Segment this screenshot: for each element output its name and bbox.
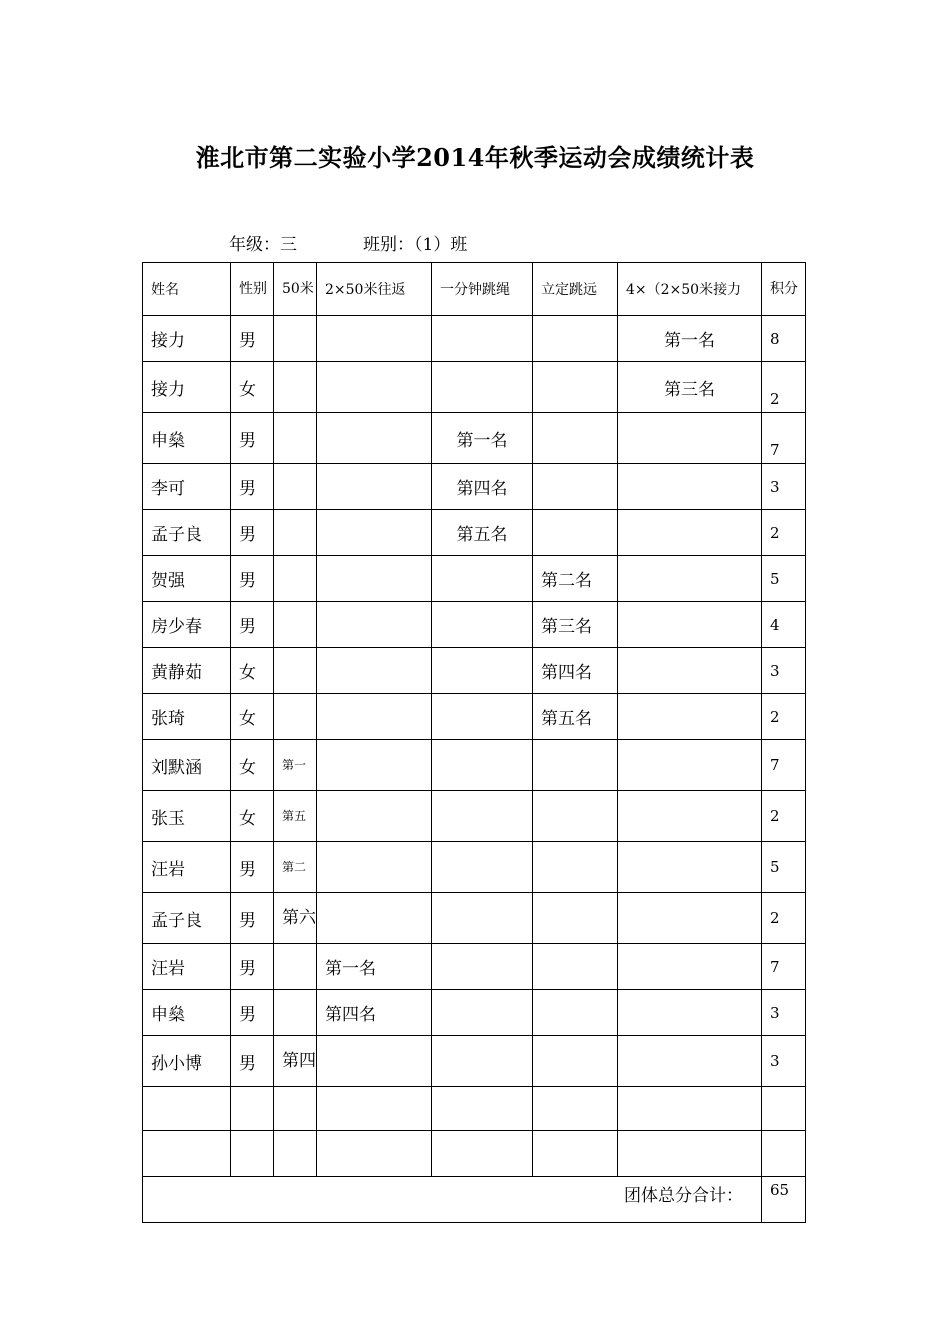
total-value: 65 [762,1177,806,1223]
cell-gender: 男 [231,510,274,556]
header-gender: 性别 [231,263,274,316]
cell-gender: 女 [231,791,274,842]
header-50m: 50米 [274,263,317,316]
cell-jump-rope [432,602,533,648]
cell-jump-rope: 第四名 [432,464,533,510]
cell-name: 汪岩 [143,842,231,893]
cell-2x50-shuttle [317,510,432,556]
cell-gender: 男 [231,1036,274,1087]
cell-name: 汪岩 [143,944,231,990]
cell-score [762,1131,806,1177]
total-label: 团体总分合计： [143,1177,762,1223]
cell-jump-rope: 第五名 [432,510,533,556]
cell-score: 3 [762,464,806,510]
cell-jump-rope [432,990,533,1036]
cell-score: 5 [762,842,806,893]
cell-score: 4 [762,602,806,648]
cell-2x50-shuttle [317,740,432,791]
cell-standing-long-jump [533,464,618,510]
table-row [143,602,806,648]
cell-standing-long-jump [533,944,618,990]
table-row [143,893,806,944]
cell-50m: 第一 [274,740,317,791]
cell-name: 房少春 [143,602,231,648]
cell-gender: 男 [231,413,274,464]
cell-jump-rope [432,893,533,944]
cell-score: 2 [762,791,806,842]
grade-label: 年级：三 [229,235,297,255]
cell-2x50-shuttle [317,413,432,464]
table-row [143,1036,806,1087]
cell-50m: 第五 [274,791,317,842]
cell-2x50-shuttle [317,842,432,893]
cell-2x50-shuttle [317,1036,432,1087]
cell-jump-rope [432,944,533,990]
cell-name: 孟子良 [143,510,231,556]
cell-name: 贺强 [143,556,231,602]
cell-relay [618,413,762,464]
header-row [143,263,806,316]
cell-standing-long-jump [533,990,618,1036]
cell-gender: 男 [231,893,274,944]
cell-score: 5 [762,556,806,602]
cell-jump-rope [432,556,533,602]
table-row [143,362,806,413]
cell-relay [618,1131,762,1177]
cell-relay: 第三名 [618,362,762,413]
cell-name: 张琦 [143,694,231,740]
cell-jump-rope [432,316,533,362]
cell-standing-long-jump: 第四名 [533,648,618,694]
cell-name: 李可 [143,464,231,510]
cell-2x50-shuttle [317,893,432,944]
cell-50m [274,990,317,1036]
cell-50m [274,1131,317,1177]
cell-2x50-shuttle [317,464,432,510]
cell-50m: 第二 [274,842,317,893]
cell-standing-long-jump: 第三名 [533,602,618,648]
cell-2x50-shuttle [317,1087,432,1131]
cell-50m [274,556,317,602]
cell-relay [618,1087,762,1131]
cell-relay [618,791,762,842]
table-row [143,464,806,510]
cell-standing-long-jump [533,510,618,556]
cell-relay [618,556,762,602]
cell-gender: 男 [231,990,274,1036]
cell-name [143,1087,231,1131]
table-row [143,556,806,602]
cell-gender: 女 [231,694,274,740]
cell-2x50-shuttle [317,556,432,602]
table-row [143,1131,806,1177]
header-name: 姓名 [143,263,231,316]
cell-score: 2 [762,694,806,740]
cell-relay [618,510,762,556]
header-score: 积分 [762,263,806,316]
table-row [143,944,806,990]
cell-score: 7 [762,944,806,990]
cell-name: 接力 [143,362,231,413]
cell-gender: 女 [231,648,274,694]
cell-relay: 第一名 [618,316,762,362]
cell-score: 2 [762,893,806,944]
cell-2x50-shuttle: 第四名 [317,990,432,1036]
cell-name: 申燊 [143,990,231,1036]
cell-relay [618,694,762,740]
table-row [143,694,806,740]
cell-standing-long-jump [533,893,618,944]
cell-jump-rope [432,791,533,842]
cell-name: 孟子良 [143,893,231,944]
cell-jump-rope [432,1087,533,1131]
class-label: 班别：（1）班 [363,235,468,255]
cell-50m: 第四 [274,1036,317,1087]
cell-gender: 男 [231,944,274,990]
class-info [229,230,467,255]
cell-jump-rope [432,694,533,740]
cell-gender [231,1131,274,1177]
cell-50m [274,316,317,362]
cell-50m [274,464,317,510]
cell-name [143,1131,231,1177]
table-row [143,648,806,694]
cell-name: 张玉 [143,791,231,842]
cell-name: 刘默涵 [143,740,231,791]
page-title: 淮北市第二实验小学2014年秋季运动会成绩统计表 [195,143,755,172]
table-row [143,1087,806,1131]
cell-50m [274,413,317,464]
cell-relay [618,944,762,990]
cell-score: 7 [762,413,806,464]
cell-name: 孙小博 [143,1036,231,1087]
cell-50m: 第六 [274,893,317,944]
cell-name: 黄静茹 [143,648,231,694]
cell-gender [231,1087,274,1131]
cell-relay [618,602,762,648]
cell-gender: 男 [231,556,274,602]
cell-relay [618,893,762,944]
cell-relay [618,648,762,694]
results-table [142,262,806,1223]
cell-standing-long-jump [533,1087,618,1131]
cell-50m [274,510,317,556]
cell-gender: 女 [231,740,274,791]
cell-relay [618,1036,762,1087]
cell-50m [274,648,317,694]
cell-standing-long-jump [533,316,618,362]
cell-gender: 男 [231,842,274,893]
cell-standing-long-jump: 第五名 [533,694,618,740]
cell-score: 2 [762,362,806,413]
cell-standing-long-jump [533,1131,618,1177]
table-row [143,510,806,556]
cell-name: 接力 [143,316,231,362]
cell-2x50-shuttle: 第一名 [317,944,432,990]
cell-2x50-shuttle [317,648,432,694]
cell-50m [274,362,317,413]
cell-relay [618,990,762,1036]
table-row [143,990,806,1036]
cell-jump-rope [432,1131,533,1177]
cell-standing-long-jump [533,740,618,791]
cell-50m [274,602,317,648]
cell-score: 7 [762,740,806,791]
cell-2x50-shuttle [317,694,432,740]
cell-score: 3 [762,1036,806,1087]
cell-2x50-shuttle [317,791,432,842]
table-row [143,413,806,464]
cell-standing-long-jump [533,842,618,893]
cell-standing-long-jump [533,362,618,413]
total-row [143,1177,806,1223]
cell-gender: 女 [231,362,274,413]
header-jump-rope: 一分钟跳绳 [432,263,533,316]
cell-gender: 男 [231,602,274,648]
cell-50m [274,1087,317,1131]
cell-gender: 男 [231,464,274,510]
cell-score: 8 [762,316,806,362]
cell-jump-rope [432,648,533,694]
cell-name: 申燊 [143,413,231,464]
cell-relay [618,842,762,893]
cell-gender: 男 [231,316,274,362]
cell-jump-rope [432,842,533,893]
table-row [143,791,806,842]
cell-2x50-shuttle [317,362,432,413]
cell-score [762,1087,806,1131]
cell-jump-rope [432,1036,533,1087]
cell-standing-long-jump [533,791,618,842]
table-row [143,740,806,791]
cell-score: 3 [762,648,806,694]
cell-standing-long-jump: 第二名 [533,556,618,602]
header-standing-long-jump: 立定跳远 [533,263,618,316]
cell-jump-rope [432,740,533,791]
cell-relay [618,740,762,791]
cell-2x50-shuttle [317,602,432,648]
cell-standing-long-jump [533,413,618,464]
cell-jump-rope [432,362,533,413]
cell-score: 3 [762,990,806,1036]
cell-50m [274,694,317,740]
cell-2x50-shuttle [317,316,432,362]
table-row [143,316,806,362]
header-relay: 4×（2×50米接力 [618,263,762,316]
cell-relay [618,464,762,510]
cell-50m [274,944,317,990]
cell-jump-rope: 第一名 [432,413,533,464]
cell-2x50-shuttle [317,1131,432,1177]
cell-score: 2 [762,510,806,556]
header-2x50-shuttle: 2×50米往返 [317,263,432,316]
table-row [143,842,806,893]
cell-standing-long-jump [533,1036,618,1087]
